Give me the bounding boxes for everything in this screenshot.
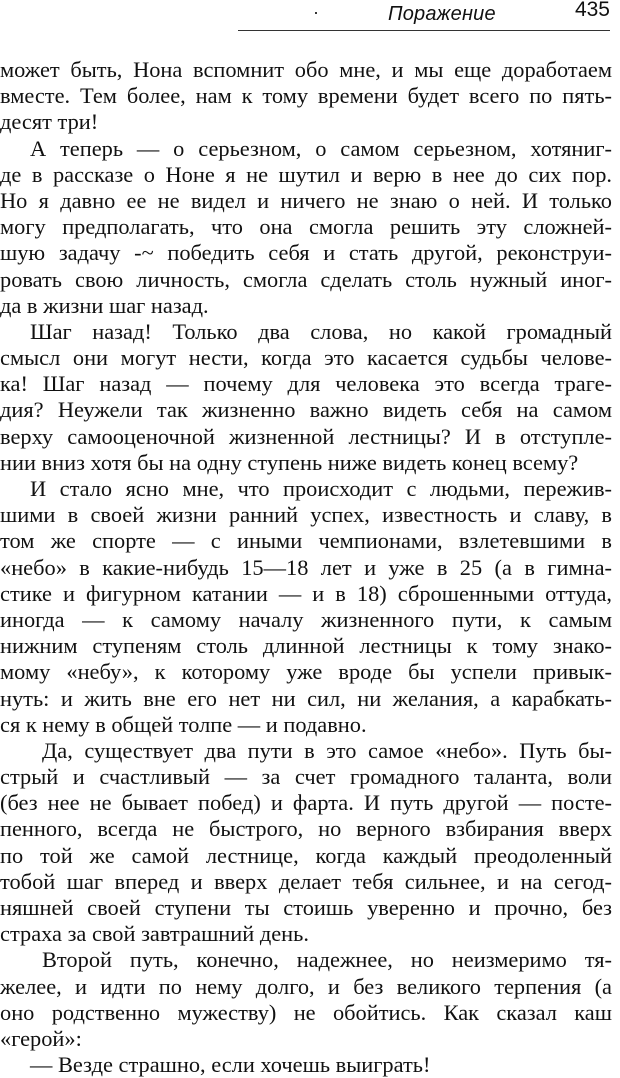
text-line: де в рассказе о Ноне я не шутил и верю в нее до сих пор. [0,161,612,187]
text-line: стрый и счастливый — за счет громадного таланта, воли [0,764,612,790]
text-line: по той же самой лестнице, когда каждый преодоленный [0,842,612,868]
text-line: страха за свой завтрашний день. [0,921,309,947]
text-line: нии вниз хотя бы на одну ступень ниже видеть конец всему? [0,449,579,475]
text-line: дия? Неужели так жизненно важно видеть себя на самом [0,397,612,423]
text-line: тобой шаг вперед и вверх делает тебя сильнее, и на сегод- [0,868,612,894]
text-line: ся к нему в общей толпе — и подавно. [0,711,367,737]
text-line: желее, и идти по нему долго, и без великого терпения (а [0,973,612,999]
text-line: И стало ясно мне, что происходит с людьми, пережив- [30,476,612,501]
text-line: нижним ступеням столь длинной лестницы к тому знако- [0,633,612,659]
chapter-title: Поражение [388,3,496,25]
text-line: смысл они могут нести, когда это касается судьбы челове- [0,345,612,371]
text-line: могу предполагать, что она смогла решить эту сложней- [0,214,612,240]
text-line: шую задачу -~ победить себя и стать другой, реконструи- [0,240,612,266]
text-line: иногда — к самому началу жизненного пути, к самым [0,606,612,632]
text-line: «небо» в какие-нибудь 15—18 лет и уже в 25 (а в гимна- [0,554,612,580]
text-line: том же спорте — с иными чемпионами, взлетевшими в [0,528,612,554]
text-line: верху самооценочной жизненной лестницы? И в отступле- [0,423,612,449]
text-line: (без нее не бывает побед) и фарта. И путь другой — посте- [0,790,612,816]
body-text [0,57,612,1078]
text-line: пенного, всегда не быстрого, но верного взбирания вверх [0,816,612,842]
running-header [238,0,610,31]
text-line: няшней своей ступени ты стоишь уверенно и прочно, без [0,895,612,920]
text-line: Да, существует два пути в это самое «небо». Путь бы- [42,737,612,763]
text-line: «герой»: [0,1025,82,1051]
dialogue-line: — Везде страшно, если хочешь выиграть! [30,1052,431,1078]
text-line: ка! Шаг назад — почему для человека это всегда траге- [0,371,612,397]
text-line: ровать свою личность, смогла сделать столь нужный иног- [0,266,612,292]
text-line: десят три! [0,109,99,135]
text-line: Но я давно ее не видел и ничего не знаю о ней. И только [0,187,612,213]
text-line: да в жизни шаг назад. [0,292,209,318]
text-line: мому «небу», к которому уже вроде бы успели привык- [0,659,612,685]
header-dot: · [313,2,319,22]
text-line: Второй путь, конечно, надежнее, но неизмеримо тя- [42,947,612,973]
text-line: А теперь — о серьезном, о самом серьезном, хотяниг- [30,135,612,161]
text-line: оно родственно мужеству) не обойтись. Как сказал каш [0,999,612,1025]
text-line: Шаг назад! Только два слова, но какой громадный [30,318,612,344]
text-line: нуть: и жить вне его нет ни сил, ни желания, а карабкать- [0,685,612,711]
text-line: может быть, Нона вспомнит обо мне, и мы еще доработаем [0,57,612,82]
text-line: вместе. Тем более, нам к тому времени будет всего по пять- [0,83,612,109]
text-line: шими в своей жизни ранний успех, известность и славу, в [0,502,612,528]
page-number: 435 [574,0,610,21]
text-line: стике и фигурном катании — и в 18) сброшенными оттуда, [0,580,612,606]
